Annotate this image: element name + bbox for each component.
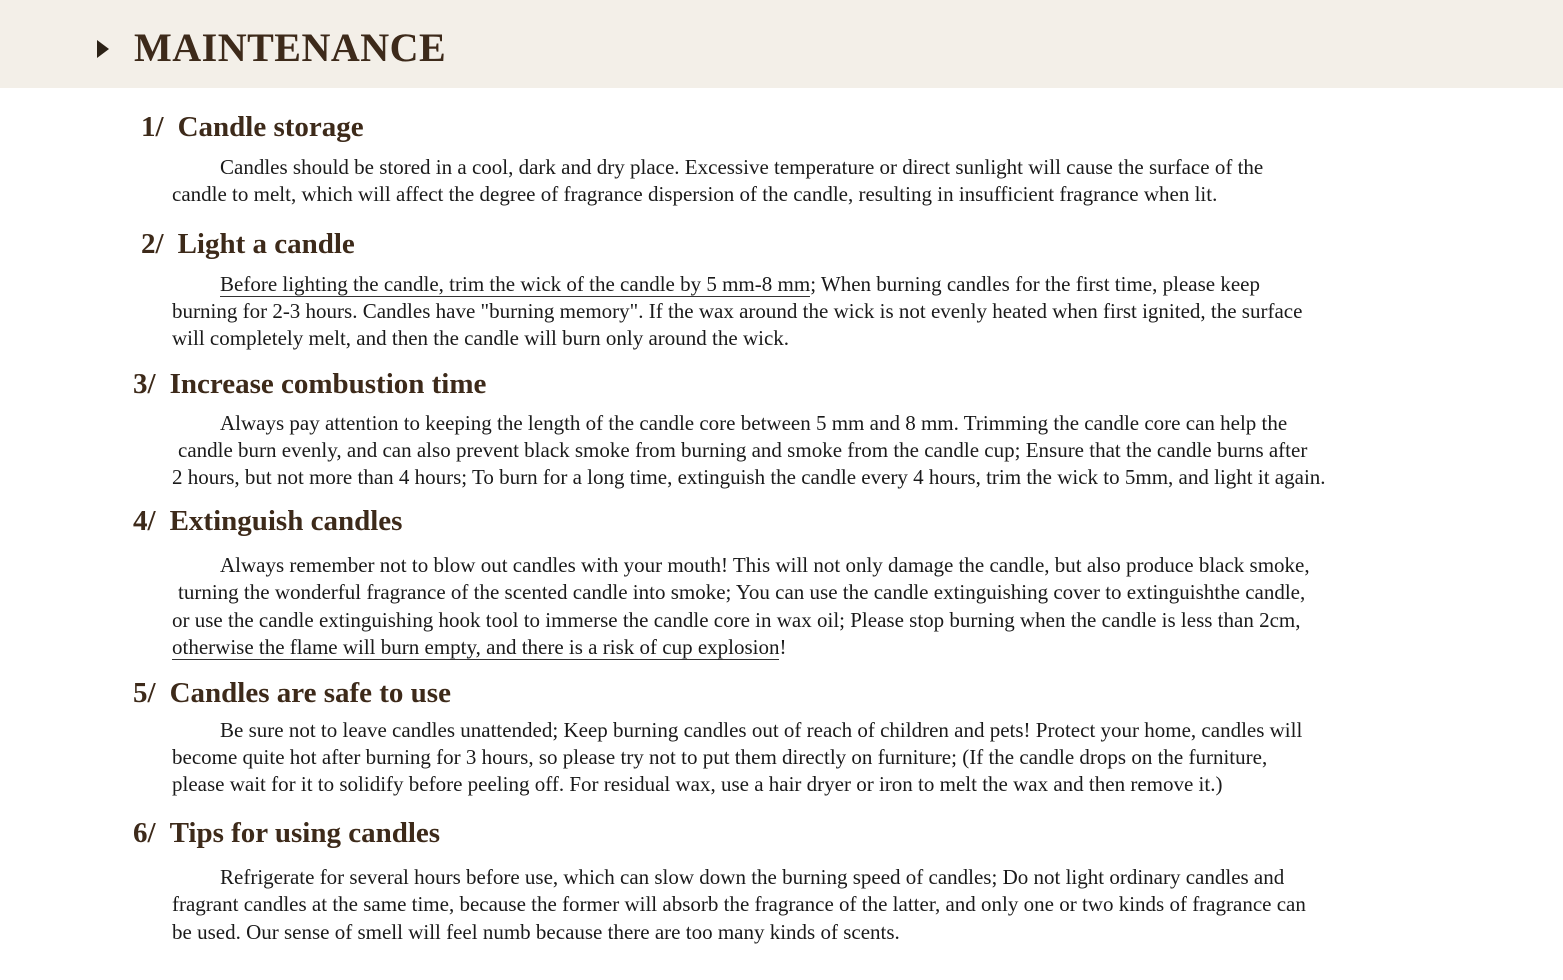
triangle-right-icon[interactable]: [97, 40, 109, 58]
section-title: Light a candle: [177, 228, 355, 260]
section-number: 6/: [133, 817, 156, 849]
section-heading-candles-safe-to-use: [133, 675, 451, 711]
paragraph-line: be used. Our sense of smell will feel numb because there are too many kinds of scents.: [172, 920, 900, 944]
section-heading-tips-for-using-candles: [133, 815, 440, 851]
section-number: 3/: [133, 368, 156, 400]
section-number: 2/: [141, 228, 164, 260]
section-title: Candle storage: [177, 111, 364, 143]
paragraph-line: 2 hours, but not more than 4 hours; To burn for a long time, extinguish the candle every 4 hours, trim the wick to 5mm, and light it again.: [172, 465, 1326, 489]
section-title: Extinguish candles: [169, 505, 403, 537]
paragraph-line: Always pay attention to keeping the length of the candle core between 5 mm and 8 mm. Trimming the candle core can help the: [220, 411, 1288, 435]
paragraph-line: turning the wonderful fragrance of the scented candle into smoke; You can use the candle extinguishing cover to extinguishthe candle,: [178, 580, 1306, 604]
paragraph-line: become quite hot after burning for 3 hours, so please try not to put them directly on furniture; (If the candle drops on the furniture,: [172, 745, 1268, 769]
paragraph-line: [172, 634, 786, 661]
paragraph-line: [220, 271, 1260, 298]
paragraph-line: fragrant candles at the same time, because the former will absorb the fragrance of the latter, and only one or two kinds of fragrance can: [172, 892, 1306, 916]
paragraph-text: !: [779, 635, 787, 659]
paragraph-line: please wait for it to solidify before peeling off. For residual wax, use a hair dryer or iron to melt the wax and then remove it.): [172, 772, 1223, 796]
section-title: Tips for using candles: [169, 817, 441, 849]
section-heading-extinguish-candles: [133, 503, 402, 539]
section-number: 1/: [141, 111, 164, 143]
paragraph-line: candle burn evenly, and can also prevent black smoke from burning and smoke from the candle cup; Ensure that the candle burns after: [178, 438, 1308, 462]
paragraph-line: Always remember not to blow out candles with your mouth! This will not only damage the candle, but also produce black smoke,: [220, 553, 1310, 577]
section-heading-light-a-candle: [141, 226, 355, 262]
paragraph-line: Be sure not to leave candles unattended; Keep burning candles out of reach of children and pets! Protect your home, candles will: [220, 718, 1303, 742]
underlined-text: otherwise the flame will burn empty, and there is a risk of cup explosion: [172, 635, 780, 659]
section-number: 5/: [133, 677, 156, 709]
maintenance-header: [0, 0, 1563, 88]
paragraph-line: will completely melt, and then the candle will burn only around the wick.: [172, 326, 790, 350]
paragraph-text: ; When burning candles for the first time, please keep: [810, 272, 1260, 296]
section-number: 4/: [133, 505, 156, 537]
underlined-text: Before lighting the candle, trim the wick of the candle by 5 mm-8 mm: [220, 272, 811, 296]
section-title: Increase combustion time: [169, 368, 487, 400]
paragraph-line: or use the candle extinguishing hook tool to immerse the candle core in wax oil; Please stop burning when the candle is less than 2cm,: [172, 608, 1301, 632]
paragraph-line: Refrigerate for several hours before use, which can slow down the burning speed of candles; Do not light ordinary candles and: [220, 865, 1285, 889]
paragraph-line: candle to melt, which will affect the degree of fragrance dispersion of the candle, resulting in insufficient fragrance when lit.: [172, 182, 1218, 206]
page-title: MAINTENANCE: [134, 25, 447, 70]
paragraph-line: Candles should be stored in a cool, dark and dry place. Excessive temperature or direct sunlight will cause the surface of the: [220, 155, 1264, 179]
section-title: Candles are safe to use: [169, 677, 451, 709]
paragraph-line: burning for 2-3 hours. Candles have "burning memory". If the wax around the wick is not evenly heated when first ignited, the surface: [172, 299, 1303, 323]
section-heading-candle-storage: [141, 109, 364, 145]
section-heading-increase-combustion-time: [133, 366, 486, 402]
